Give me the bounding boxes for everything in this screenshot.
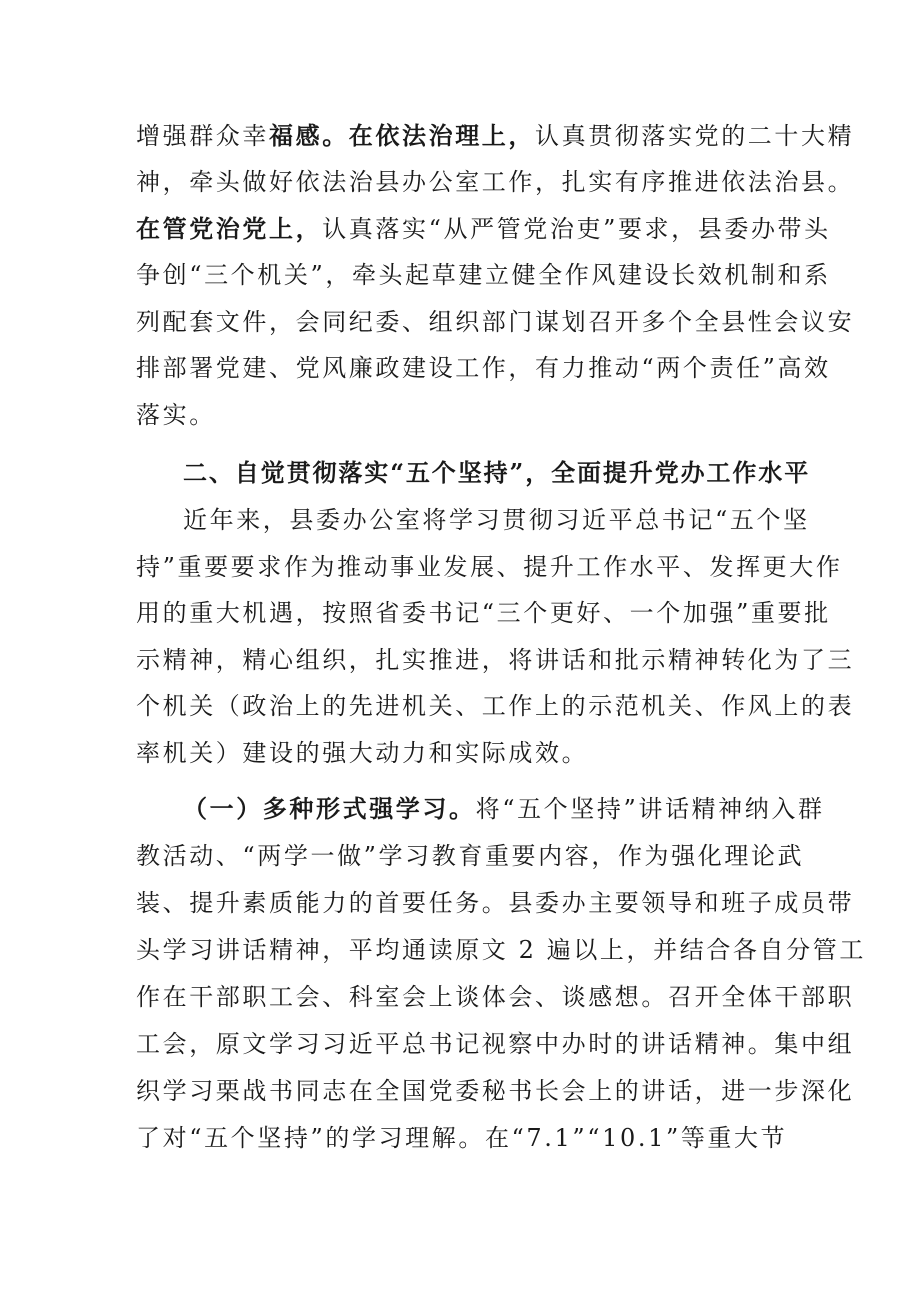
text-run: 神，牵头做好依法治县办公室工作，扎实有序推进依法治县。 — [136, 168, 855, 196]
text-line — [136, 936, 866, 964]
text-run: 工会，原文学习习近平总书记视察中办时的讲话精神。集中组 — [136, 1030, 855, 1058]
text-line — [136, 401, 216, 429]
text-run: 认真贯彻落实党的二十大精 — [535, 122, 855, 150]
text-run: 了对“五个坚持”的学习理解。在“7.1”“10.1”等重大节 — [136, 1124, 788, 1152]
text-line — [136, 889, 854, 917]
text-run: 争创“三个机关”，牵头起草建立健全作风建设长效机制和系 — [136, 261, 831, 289]
text-run: 作在干部职工会、科室会上谈体会、谈感想。召开全体干部职 — [136, 983, 855, 1011]
text-run: 装、提升素质能力的首要任务。县委办主要领导和班子成员带 — [136, 889, 855, 917]
text-line — [136, 1030, 854, 1058]
text-line — [136, 983, 854, 1011]
text-run: 增强群众幸 — [136, 122, 269, 150]
text-run: 列配套文件，会同纪委、组织部门谋划召开多个全县性会议安 — [136, 308, 855, 336]
text-line — [136, 261, 831, 289]
text-line — [136, 308, 854, 336]
text-line — [136, 215, 831, 243]
text-line — [136, 1077, 854, 1105]
text-run: 用的重大机遇，按照省委书记“三个更好、一个加强”重要批 — [136, 599, 831, 627]
text-line — [136, 553, 842, 581]
text-line — [136, 168, 854, 196]
text-line — [136, 599, 831, 627]
text-run: 示精神，精心组织，扎实推进，将讲话和批示精神转化为了三 — [136, 646, 855, 674]
text-run: 织学习栗战书同志在全国党委秘书长会上的讲话，进一步深化 — [136, 1077, 855, 1105]
text-run: 头学习讲话精神，平均通读原文 2 遍以上，并结合各自分管工 — [136, 936, 866, 964]
text-run: 将“五个坚持”讲话精神纳入群 — [475, 795, 825, 823]
bold-run: （一）多种形式强学习。 — [183, 794, 476, 823]
text-line — [136, 122, 854, 150]
text-line — [136, 646, 854, 674]
text-line — [136, 354, 831, 382]
text-line — [183, 795, 825, 823]
bold-run: 在管党治党上， — [136, 214, 323, 243]
text-run: 落实。 — [136, 401, 216, 429]
section-heading — [183, 459, 810, 487]
bold-run: 福感。在依法治理上， — [269, 121, 535, 150]
text-run: 持”重要要求作为推动事业发展、提升工作水平、发挥更大作 — [136, 553, 843, 581]
heading-text: 二、自觉贯彻落实“五个坚持”，全面提升党办工作水平 — [183, 458, 811, 487]
text-line — [136, 692, 854, 720]
text-run: 率机关）建设的强大动力和实际成效。 — [136, 739, 589, 767]
text-run: 认真落实“从严管党治吏”要求，县委办带头 — [322, 215, 831, 243]
text-line — [136, 1124, 787, 1152]
text-run: 教活动、“两学一做”学习教育重要内容，作为强化理论武 — [136, 842, 805, 870]
text-line — [136, 842, 804, 870]
text-run: 个机关（政治上的先进机关、工作上的示范机关、作风上的表 — [136, 692, 855, 720]
text-run: 近年来，县委办公室将学习贯彻习近平总书记“五个坚 — [183, 506, 810, 534]
text-run: 排部署党建、党风廉政建设工作，有力推动“两个责任”高效 — [136, 354, 831, 382]
text-line — [136, 739, 588, 767]
text-line — [183, 506, 810, 534]
